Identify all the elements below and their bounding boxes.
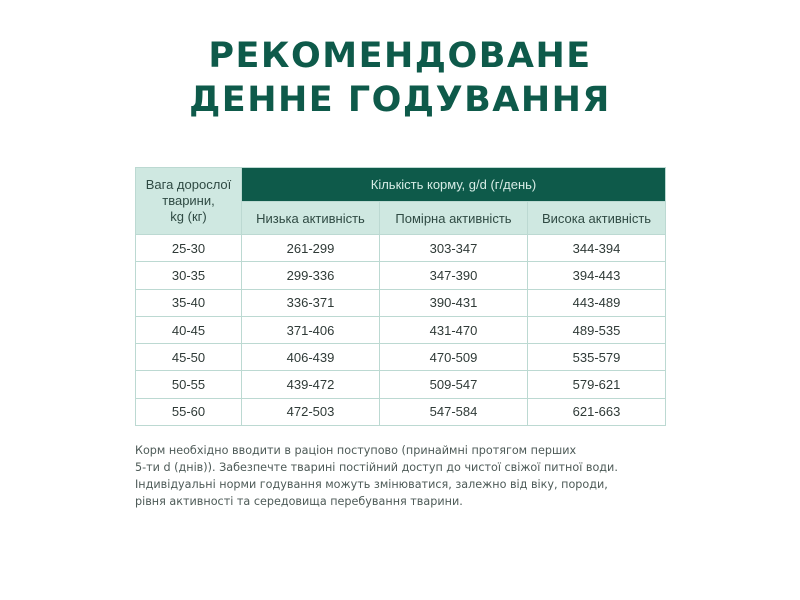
- weight-header-line: Вага дорослої: [145, 177, 232, 192]
- weight-cell: 25-30: [136, 235, 242, 262]
- moderate-activity-cell: 470-509: [380, 344, 528, 371]
- moderate-activity-cell: 431-470: [380, 316, 528, 343]
- high-activity-cell: 621-663: [528, 398, 666, 425]
- high-activity-cell: 489-535: [528, 316, 666, 343]
- table-row: [136, 398, 666, 425]
- note-line: рівня активності та середовища перебування тварини.: [135, 495, 463, 508]
- high-activity-cell: 344-394: [528, 235, 666, 262]
- low-activity-cell: 336-371: [242, 289, 380, 316]
- table-row: [136, 235, 666, 262]
- amount-column-header: Кількість корму, g/d (г/день): [242, 168, 666, 202]
- high-activity-cell: 394-443: [528, 262, 666, 289]
- table-row: [136, 371, 666, 398]
- low-activity-header: Низька активність: [242, 202, 380, 235]
- low-activity-cell: 299-336: [242, 262, 380, 289]
- moderate-activity-cell: 547-584: [380, 398, 528, 425]
- low-activity-cell: 261-299: [242, 235, 380, 262]
- moderate-activity-header: Помірна активність: [380, 202, 528, 235]
- table-row: [136, 289, 666, 316]
- moderate-activity-cell: 509-547: [380, 371, 528, 398]
- low-activity-cell: 406-439: [242, 344, 380, 371]
- table-header-row: [136, 168, 666, 202]
- weight-column-header: [136, 168, 242, 235]
- feeding-note: [135, 442, 695, 510]
- weight-header-line: kg (кг): [170, 209, 207, 224]
- moderate-activity-cell: 390-431: [380, 289, 528, 316]
- note-line: 5-ти d (днів)). Забезпечте тварині постійний доступ до чистої свіжої питної води.: [135, 461, 618, 474]
- high-activity-header: Висока активність: [528, 202, 666, 235]
- high-activity-cell: 535-579: [528, 344, 666, 371]
- table-row: [136, 262, 666, 289]
- note-line: Корм необхідно вводити в раціон поступово (принаймні протягом перших: [135, 444, 577, 457]
- weight-cell: 30-35: [136, 262, 242, 289]
- title-line-1: РЕКОМЕНДОВАНЕ: [208, 36, 592, 76]
- low-activity-cell: 472-503: [242, 398, 380, 425]
- feeding-table: [135, 167, 666, 426]
- weight-cell: 45-50: [136, 344, 242, 371]
- weight-cell: 50-55: [136, 371, 242, 398]
- table-row: [136, 316, 666, 343]
- note-line: Індивідуальні норми годування можуть змінюватися, залежно від віку, породи,: [135, 478, 608, 491]
- high-activity-cell: 579-621: [528, 371, 666, 398]
- page-title: [0, 34, 800, 122]
- low-activity-cell: 439-472: [242, 371, 380, 398]
- weight-cell: 55-60: [136, 398, 242, 425]
- weight-cell: 40-45: [136, 316, 242, 343]
- low-activity-cell: 371-406: [242, 316, 380, 343]
- moderate-activity-cell: 347-390: [380, 262, 528, 289]
- title-line-2: ДЕННЕ ГОДУВАННЯ: [189, 80, 611, 120]
- weight-header-line: тварини,: [162, 193, 215, 208]
- moderate-activity-cell: 303-347: [380, 235, 528, 262]
- table-row: [136, 344, 666, 371]
- weight-cell: 35-40: [136, 289, 242, 316]
- high-activity-cell: 443-489: [528, 289, 666, 316]
